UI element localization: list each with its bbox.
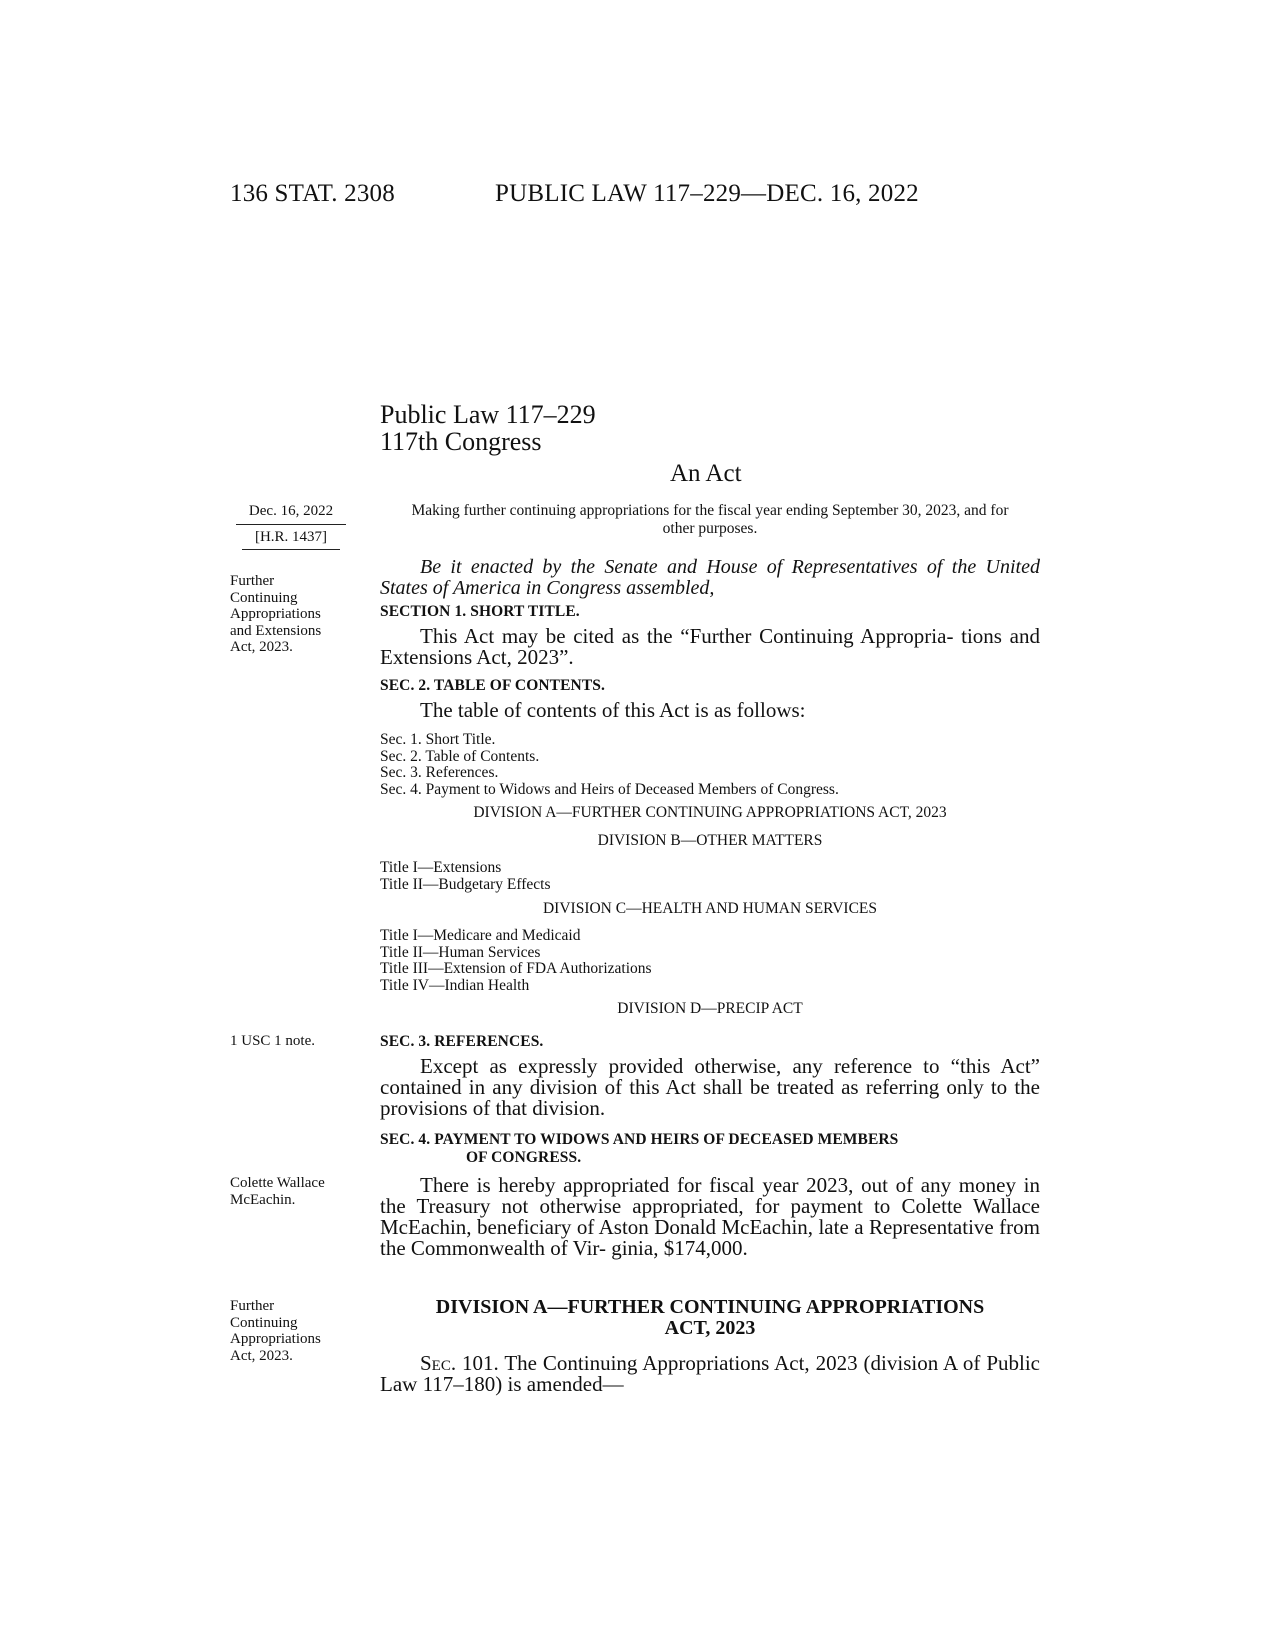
toc-title-entry: Title IV—Indian Health — [380, 976, 530, 994]
division-a-heading-line: DIVISION A—FURTHER CONTINUING APPROPRIATIONS — [435, 1296, 985, 1318]
margin-note-line: Colette Wallace — [230, 1175, 325, 1191]
margin-note-line: Act, 2023. — [230, 639, 293, 655]
section-4-heading-line: OF CONGRESS. — [466, 1149, 582, 1166]
page-stat-number: 136 STAT. 2308 — [230, 180, 395, 207]
toc-title-entry: Title II—Budgetary Effects — [380, 875, 551, 893]
margin-note-line: Further — [230, 573, 275, 589]
act-purpose: Making further continuing appropriations for the fiscal year ending September 30, 2023, and for other purposes. — [411, 502, 1009, 537]
margin-note-line: Act, 2023. — [230, 1347, 293, 1364]
section-101-label: Sec. 101. — [420, 1351, 499, 1375]
toc-entry: Sec. 1. Short Title. — [380, 731, 496, 748]
toc-entry: Sec. 4. Payment to Widows and Heirs of Deceased Members of Congress. — [380, 780, 839, 798]
margin-note-line: Further — [230, 1298, 275, 1314]
toc-division-b-titles — [380, 860, 550, 893]
toc-division-d: DIVISION D—PRECIP ACT — [617, 1000, 803, 1017]
section-3-text: Except as expressly provided otherwise, any reference to “this Act” contained in any division of this Act shall be treated as referring only to the provisions of that division. — [380, 1054, 1040, 1120]
section-2-heading: SEC. 2. TABLE OF CONTENTS. — [380, 677, 605, 694]
toc-title-entry: Title II—Human Services — [380, 943, 541, 961]
congress-label: 117th Congress — [380, 427, 542, 456]
division-a-heading — [380, 1297, 1040, 1339]
toc-division-a: DIVISION A—FURTHER CONTINUING APPROPRIATIONS ACT, 2023 — [473, 804, 947, 821]
toc-title-entry: Title III—Extension of FDA Authorizations — [380, 960, 652, 977]
section-4-heading-line: SEC. 4. PAYMENT TO WIDOWS AND HEIRS OF DECEASED MEMBERS — [380, 1131, 899, 1148]
section-2-text: The table of contents of this Act is as follows: — [420, 698, 806, 722]
section-101-body: The Continuing Appropriations Act, 2023 (division A of Public Law 117–180) is amended— — [380, 1351, 1040, 1396]
margin-note-line: Appropriations — [230, 606, 321, 622]
toc-division-c: DIVISION C—HEALTH AND HUMAN SERVICES — [542, 900, 878, 917]
section-1-heading: SECTION 1. SHORT TITLE. — [380, 603, 580, 620]
toc-title-entry: Title I—Extensions — [380, 859, 502, 876]
margin-note-line: Continuing — [230, 589, 298, 606]
margin-note-division-a — [230, 1298, 360, 1364]
margin-note-mceachin — [230, 1175, 360, 1208]
enactment-date: Dec. 16, 2022 — [236, 503, 346, 525]
toc-entry: Sec. 3. References. — [380, 764, 499, 781]
margin-note-short-title — [230, 573, 360, 656]
toc-sections — [380, 732, 839, 798]
date-bill-box — [236, 503, 346, 550]
margin-note-line: Continuing — [230, 1314, 298, 1331]
margin-note-line: Appropriations — [230, 1331, 321, 1347]
section-1-text: This Act may be cited as the “Further Continuing Appropria- tions and Extensions Act, 2023”. — [380, 624, 1040, 669]
margin-note-line: McEachin. — [230, 1191, 296, 1208]
toc-title-entry: Title I—Medicare and Medicaid — [380, 927, 581, 944]
section-4-text: There is hereby appropriated for fiscal year 2023, out of any money in the Treasury not otherwise appropriated, for payment to Colette Wallace McEachin, beneficiary of Aston Donald McEachin, late a Representative from the Commonwealth of Vir- ginia, $174,000. — [380, 1173, 1040, 1260]
toc-entry: Sec. 2. Table of Contents. — [380, 747, 540, 765]
section-101-text — [380, 1353, 1040, 1395]
division-a-heading-line: ACT, 2023 — [664, 1317, 756, 1339]
enacting-clause: Be it enacted by the Senate and House of Representatives of the United States of America in Congress assembled, — [380, 556, 1040, 599]
section-4-heading — [380, 1131, 1040, 1167]
an-act-label: An Act — [670, 460, 742, 487]
running-header-title: PUBLIC LAW 117–229—DEC. 16, 2022 — [495, 180, 919, 207]
margin-note-line: and Extensions — [230, 622, 322, 639]
public-law-number: Public Law 117–229 — [380, 400, 596, 429]
bill-number: [H.R. 1437] — [242, 525, 340, 550]
toc-division-b: DIVISION B—OTHER MATTERS — [597, 832, 823, 849]
margin-note-usc: 1 USC 1 note. — [230, 1033, 316, 1049]
toc-division-c-titles — [380, 928, 652, 994]
section-3-heading: SEC. 3. REFERENCES. — [380, 1033, 544, 1050]
